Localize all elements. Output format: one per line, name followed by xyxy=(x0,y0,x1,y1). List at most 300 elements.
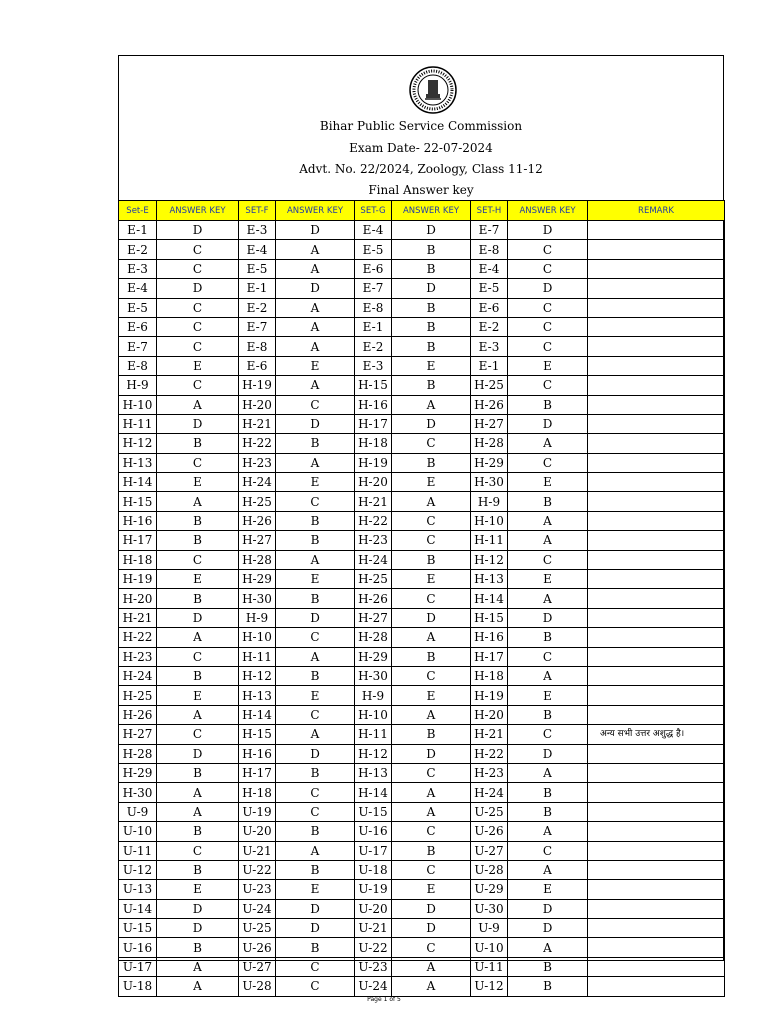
answer-cell: C xyxy=(508,841,588,860)
answer-cell: B xyxy=(276,589,355,608)
table-row xyxy=(119,298,725,317)
answer-cell: C xyxy=(276,395,355,414)
remark-cell xyxy=(588,977,725,996)
answer-cell: B xyxy=(276,531,355,550)
answer-cell: D xyxy=(392,899,471,918)
answer-cell: B xyxy=(508,783,588,802)
question-id-cell: H-30 xyxy=(119,783,157,802)
answer-cell: A xyxy=(157,395,239,414)
answer-cell: D xyxy=(392,919,471,938)
question-id-cell: H-11 xyxy=(471,531,508,550)
table-row xyxy=(119,841,725,860)
answer-cell: A xyxy=(392,492,471,511)
question-id-cell: H-17 xyxy=(355,414,392,433)
remark-cell xyxy=(588,395,725,414)
question-id-cell: H-24 xyxy=(355,550,392,569)
remark-cell xyxy=(588,221,725,240)
answer-cell: E xyxy=(392,880,471,899)
answer-cell: B xyxy=(157,511,239,530)
question-id-cell: H-21 xyxy=(119,608,157,627)
table-row xyxy=(119,434,725,453)
question-id-cell: U-14 xyxy=(119,899,157,918)
answer-cell: D xyxy=(508,744,588,763)
question-id-cell: U-21 xyxy=(239,841,276,860)
question-id-cell: H-10 xyxy=(119,395,157,414)
answer-cell: A xyxy=(392,957,471,976)
answer-cell: A xyxy=(392,783,471,802)
column-header: REMARK xyxy=(588,201,725,221)
answer-key-body xyxy=(119,221,725,997)
remark-cell xyxy=(588,453,725,472)
answer-cell: A xyxy=(508,938,588,957)
question-id-cell: H-14 xyxy=(239,705,276,724)
answer-cell: E xyxy=(276,356,355,375)
question-id-cell: H-28 xyxy=(119,744,157,763)
question-id-cell: H-25 xyxy=(355,570,392,589)
question-id-cell: H-11 xyxy=(355,725,392,744)
question-id-cell: H-20 xyxy=(119,589,157,608)
table-row xyxy=(119,919,725,938)
answer-cell: C xyxy=(157,259,239,278)
page-number: Page 1 of 5 xyxy=(367,996,401,1003)
question-id-cell: U-24 xyxy=(239,899,276,918)
answer-cell: C xyxy=(157,376,239,395)
question-id-cell: E-2 xyxy=(239,298,276,317)
answer-cell: E xyxy=(276,880,355,899)
column-header: ANSWER KEY xyxy=(392,201,471,221)
remark-cell xyxy=(588,938,725,957)
answer-cell: C xyxy=(157,647,239,666)
answer-cell: B xyxy=(157,531,239,550)
answer-cell: C xyxy=(508,647,588,666)
question-id-cell: E-1 xyxy=(471,356,508,375)
answer-cell: C xyxy=(157,841,239,860)
table-row xyxy=(119,938,725,957)
question-id-cell: U-17 xyxy=(119,957,157,976)
table-row xyxy=(119,570,725,589)
question-id-cell: E-8 xyxy=(239,337,276,356)
question-id-cell: E-3 xyxy=(355,356,392,375)
question-id-cell: H-18 xyxy=(355,434,392,453)
question-id-cell: H-24 xyxy=(471,783,508,802)
answer-cell: C xyxy=(392,511,471,530)
table-row xyxy=(119,802,725,821)
answer-cell: A xyxy=(276,298,355,317)
question-id-cell: H-23 xyxy=(239,453,276,472)
question-id-cell: E-3 xyxy=(239,221,276,240)
question-id-cell: U-26 xyxy=(471,822,508,841)
remark-cell xyxy=(588,279,725,298)
question-id-cell: H-13 xyxy=(471,570,508,589)
table-row xyxy=(119,356,725,375)
table-row xyxy=(119,880,725,899)
question-id-cell: E-6 xyxy=(355,259,392,278)
answer-cell: B xyxy=(157,589,239,608)
remark-cell: अन्य सभी उत्तर अशुद्ध है। xyxy=(588,725,725,744)
answer-cell: E xyxy=(508,686,588,705)
answer-cell: D xyxy=(508,899,588,918)
remark-cell xyxy=(588,317,725,336)
question-id-cell: H-10 xyxy=(355,705,392,724)
question-id-cell: E-2 xyxy=(355,337,392,356)
table-row xyxy=(119,744,725,763)
table-row xyxy=(119,589,725,608)
question-id-cell: U-30 xyxy=(471,899,508,918)
table-row xyxy=(119,492,725,511)
question-id-cell: U-16 xyxy=(355,822,392,841)
remark-cell xyxy=(588,473,725,492)
answer-cell: C xyxy=(276,628,355,647)
answer-cell: A xyxy=(392,628,471,647)
question-id-cell: U-11 xyxy=(119,841,157,860)
question-id-cell: H-25 xyxy=(239,492,276,511)
question-id-cell: U-25 xyxy=(471,802,508,821)
answer-cell: E xyxy=(157,473,239,492)
answer-cell: C xyxy=(276,705,355,724)
question-id-cell: H-30 xyxy=(355,666,392,685)
question-id-cell: H-13 xyxy=(239,686,276,705)
answer-cell: D xyxy=(392,221,471,240)
question-id-cell: E-5 xyxy=(119,298,157,317)
question-id-cell: H-12 xyxy=(239,666,276,685)
question-id-cell: H-22 xyxy=(355,511,392,530)
table-row xyxy=(119,511,725,530)
question-id-cell: H-13 xyxy=(355,763,392,782)
question-id-cell: H-20 xyxy=(355,473,392,492)
answer-cell: C xyxy=(392,822,471,841)
answer-cell: C xyxy=(157,240,239,259)
answer-cell: C xyxy=(276,977,355,996)
question-id-cell: U-22 xyxy=(355,938,392,957)
question-id-cell: H-15 xyxy=(239,725,276,744)
exam-date: Exam Date- 22-07-2024 xyxy=(349,141,493,155)
answer-cell: E xyxy=(276,570,355,589)
answer-cell: B xyxy=(157,434,239,453)
table-row xyxy=(119,783,725,802)
question-id-cell: E-7 xyxy=(471,221,508,240)
remark-cell xyxy=(588,570,725,589)
answer-cell: C xyxy=(508,240,588,259)
question-id-cell: E-4 xyxy=(119,279,157,298)
remark-cell xyxy=(588,589,725,608)
answer-cell: C xyxy=(157,298,239,317)
answer-cell: C xyxy=(276,802,355,821)
answer-cell: B xyxy=(276,860,355,879)
question-id-cell: H-30 xyxy=(471,473,508,492)
remark-cell xyxy=(588,647,725,666)
table-row xyxy=(119,628,725,647)
question-id-cell: E-4 xyxy=(239,240,276,259)
answer-cell: B xyxy=(392,550,471,569)
answer-cell: A xyxy=(508,531,588,550)
answer-cell: C xyxy=(508,725,588,744)
question-id-cell: U-12 xyxy=(119,860,157,879)
column-header: SET-H xyxy=(471,201,508,221)
question-id-cell: H-16 xyxy=(239,744,276,763)
answer-cell: D xyxy=(157,279,239,298)
question-id-cell: U-10 xyxy=(471,938,508,957)
question-id-cell: U-23 xyxy=(239,880,276,899)
table-row xyxy=(119,647,725,666)
answer-cell: C xyxy=(276,957,355,976)
table-row xyxy=(119,725,725,744)
question-id-cell: H-28 xyxy=(471,434,508,453)
question-id-cell: H-9 xyxy=(355,686,392,705)
remark-cell xyxy=(588,414,725,433)
question-id-cell: H-15 xyxy=(471,608,508,627)
question-id-cell: U-19 xyxy=(239,802,276,821)
column-header: ANSWER KEY xyxy=(508,201,588,221)
answer-cell: D xyxy=(508,221,588,240)
question-id-cell: H-9 xyxy=(119,376,157,395)
answer-cell: E xyxy=(157,570,239,589)
question-id-cell: H-15 xyxy=(355,376,392,395)
question-id-cell: H-10 xyxy=(239,628,276,647)
answer-cell: B xyxy=(392,317,471,336)
answer-cell: A xyxy=(392,977,471,996)
answer-cell: B xyxy=(392,259,471,278)
question-id-cell: U-19 xyxy=(355,880,392,899)
org-name: Bihar Public Service Commission xyxy=(319,119,523,133)
question-id-cell: H-25 xyxy=(119,686,157,705)
answer-cell: C xyxy=(392,434,471,453)
question-id-cell: H-29 xyxy=(471,453,508,472)
question-id-cell: U-12 xyxy=(471,977,508,996)
question-id-cell: E-3 xyxy=(119,259,157,278)
question-id-cell: E-7 xyxy=(119,337,157,356)
answer-cell: B xyxy=(157,666,239,685)
question-id-cell: H-20 xyxy=(239,395,276,414)
remark-cell xyxy=(588,298,725,317)
question-id-cell: U-18 xyxy=(119,977,157,996)
answer-cell: A xyxy=(508,666,588,685)
question-id-cell: H-18 xyxy=(239,783,276,802)
question-id-cell: H-20 xyxy=(471,705,508,724)
question-id-cell: E-5 xyxy=(355,240,392,259)
answer-cell: A xyxy=(508,860,588,879)
answer-cell: C xyxy=(508,298,588,317)
question-id-cell: U-17 xyxy=(355,841,392,860)
table-row xyxy=(119,473,725,492)
remark-cell xyxy=(588,511,725,530)
column-header: Set-E xyxy=(119,201,157,221)
table-row xyxy=(119,279,725,298)
remark-cell xyxy=(588,705,725,724)
answer-cell: D xyxy=(276,744,355,763)
answer-cell: B xyxy=(392,725,471,744)
question-id-cell: H-29 xyxy=(119,763,157,782)
answer-cell: C xyxy=(276,783,355,802)
table-row xyxy=(119,977,725,996)
question-id-cell: H-27 xyxy=(355,608,392,627)
question-id-cell: H-13 xyxy=(119,453,157,472)
answer-cell: A xyxy=(157,957,239,976)
answer-cell: B xyxy=(508,492,588,511)
answer-cell: C xyxy=(392,531,471,550)
question-id-cell: E-5 xyxy=(471,279,508,298)
question-id-cell: H-29 xyxy=(239,570,276,589)
answer-cell: D xyxy=(392,744,471,763)
answer-cell: A xyxy=(276,453,355,472)
remark-cell xyxy=(588,666,725,685)
question-id-cell: H-23 xyxy=(355,531,392,550)
table-row xyxy=(119,686,725,705)
answer-cell: C xyxy=(276,492,355,511)
answer-cell: C xyxy=(157,550,239,569)
question-id-cell: H-21 xyxy=(239,414,276,433)
answer-cell: B xyxy=(157,822,239,841)
remark-cell xyxy=(588,899,725,918)
answer-cell: D xyxy=(276,919,355,938)
answer-cell: E xyxy=(157,880,239,899)
question-id-cell: H-30 xyxy=(239,589,276,608)
answer-cell: B xyxy=(276,763,355,782)
question-id-cell: U-27 xyxy=(239,957,276,976)
answer-cell: D xyxy=(157,919,239,938)
answer-cell: E xyxy=(508,880,588,899)
answer-cell: A xyxy=(157,977,239,996)
table-row xyxy=(119,860,725,879)
page-title: Final Answer key xyxy=(368,183,474,197)
question-id-cell: U-21 xyxy=(355,919,392,938)
question-id-cell: E-8 xyxy=(119,356,157,375)
remark-cell xyxy=(588,259,725,278)
question-id-cell: H-16 xyxy=(119,511,157,530)
answer-cell: A xyxy=(392,395,471,414)
table-row xyxy=(119,705,725,724)
remark-cell xyxy=(588,783,725,802)
answer-cell: C xyxy=(392,666,471,685)
question-id-cell: H-24 xyxy=(239,473,276,492)
advt-line: Advt. No. 22/2024, Zoology, Class 11-12 xyxy=(299,162,543,176)
answer-cell: D xyxy=(276,608,355,627)
answer-cell: C xyxy=(157,317,239,336)
answer-cell: B xyxy=(276,666,355,685)
table-row xyxy=(119,608,725,627)
remark-cell xyxy=(588,531,725,550)
question-id-cell: E-2 xyxy=(471,317,508,336)
answer-cell: B xyxy=(157,763,239,782)
question-id-cell: H-11 xyxy=(119,414,157,433)
question-id-cell: U-28 xyxy=(239,977,276,996)
answer-cell: D xyxy=(276,414,355,433)
question-id-cell: H-25 xyxy=(471,376,508,395)
question-id-cell: H-11 xyxy=(239,647,276,666)
answer-cell: C xyxy=(392,938,471,957)
question-id-cell: H-14 xyxy=(119,473,157,492)
table-row xyxy=(119,376,725,395)
answer-cell: E xyxy=(392,356,471,375)
answer-cell: D xyxy=(276,899,355,918)
answer-cell: B xyxy=(508,628,588,647)
question-id-cell: U-18 xyxy=(355,860,392,879)
question-id-cell: H-24 xyxy=(119,666,157,685)
remark-cell xyxy=(588,841,725,860)
table-row xyxy=(119,899,725,918)
answer-cell: D xyxy=(157,414,239,433)
question-id-cell: H-15 xyxy=(119,492,157,511)
answer-cell: B xyxy=(392,337,471,356)
question-id-cell: H-26 xyxy=(239,511,276,530)
document-header xyxy=(119,56,723,200)
remark-cell xyxy=(588,628,725,647)
answer-cell: C xyxy=(508,317,588,336)
answer-cell: D xyxy=(392,608,471,627)
table-header-row xyxy=(119,201,725,221)
question-id-cell: U-28 xyxy=(471,860,508,879)
table-row xyxy=(119,337,725,356)
remark-cell xyxy=(588,919,725,938)
answer-cell: B xyxy=(392,298,471,317)
answer-cell: A xyxy=(392,705,471,724)
answer-cell: E xyxy=(392,686,471,705)
question-id-cell: U-15 xyxy=(355,802,392,821)
question-id-cell: U-10 xyxy=(119,822,157,841)
answer-cell: C xyxy=(508,453,588,472)
question-id-cell: E-1 xyxy=(239,279,276,298)
question-id-cell: H-22 xyxy=(239,434,276,453)
question-id-cell: U-9 xyxy=(471,919,508,938)
question-id-cell: E-7 xyxy=(355,279,392,298)
question-id-cell: H-18 xyxy=(471,666,508,685)
answer-cell: D xyxy=(508,279,588,298)
answer-cell: B xyxy=(157,860,239,879)
remark-cell xyxy=(588,802,725,821)
question-id-cell: U-13 xyxy=(119,880,157,899)
answer-cell: A xyxy=(157,802,239,821)
answer-cell: A xyxy=(276,317,355,336)
column-header: ANSWER KEY xyxy=(157,201,239,221)
answer-cell: A xyxy=(276,376,355,395)
question-id-cell: U-24 xyxy=(355,977,392,996)
question-id-cell: E-4 xyxy=(471,259,508,278)
question-id-cell: H-17 xyxy=(239,763,276,782)
answer-cell: E xyxy=(508,473,588,492)
answer-cell: B xyxy=(392,240,471,259)
remark-cell xyxy=(588,957,725,976)
question-id-cell: H-9 xyxy=(239,608,276,627)
answer-cell: C xyxy=(392,589,471,608)
answer-cell: C xyxy=(508,259,588,278)
remark-cell xyxy=(588,686,725,705)
question-id-cell: H-28 xyxy=(355,628,392,647)
remark-cell xyxy=(588,376,725,395)
answer-cell: C xyxy=(508,550,588,569)
question-id-cell: H-27 xyxy=(239,531,276,550)
question-id-cell: E-6 xyxy=(471,298,508,317)
answer-cell: D xyxy=(276,279,355,298)
answer-cell: D xyxy=(157,899,239,918)
question-id-cell: U-15 xyxy=(119,919,157,938)
question-id-cell: H-10 xyxy=(471,511,508,530)
answer-key-table xyxy=(118,200,725,997)
answer-cell: B xyxy=(392,453,471,472)
question-id-cell: E-8 xyxy=(355,298,392,317)
question-id-cell: H-12 xyxy=(471,550,508,569)
answer-cell: B xyxy=(392,841,471,860)
answer-cell: C xyxy=(508,337,588,356)
remark-cell xyxy=(588,608,725,627)
question-id-cell: E-2 xyxy=(119,240,157,259)
answer-cell: B xyxy=(392,376,471,395)
answer-cell: B xyxy=(276,822,355,841)
answer-cell: A xyxy=(392,802,471,821)
answer-cell: B xyxy=(508,802,588,821)
answer-cell: E xyxy=(392,570,471,589)
column-header: SET-F xyxy=(239,201,276,221)
answer-cell: A xyxy=(276,647,355,666)
question-id-cell: H-19 xyxy=(355,453,392,472)
